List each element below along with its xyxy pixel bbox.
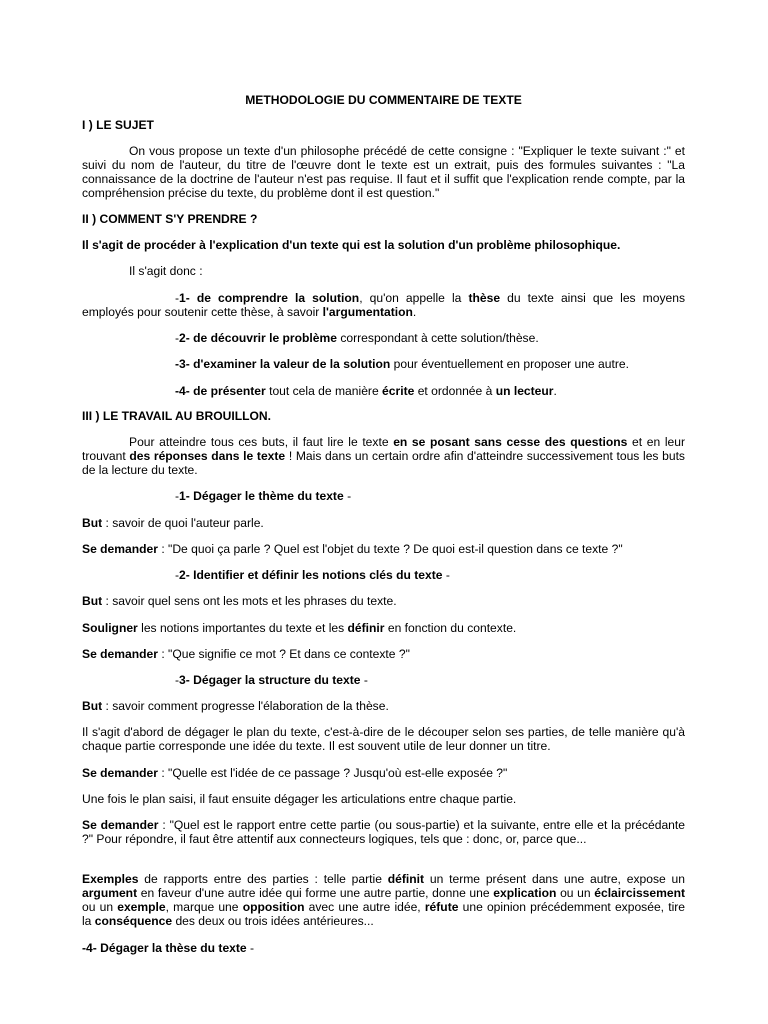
- se-demander-1: Se demander : "De quoi ça parle ? Quel est l'objet du texte ? De quoi est-il question dans ce texte ?": [82, 542, 623, 556]
- paragraph-donc: Il s'agit donc :: [129, 264, 203, 278]
- paragraph-lead: Il s'agit de procéder à l'explication d'un texte qui est la solution d'un problème philosophique.: [82, 238, 621, 252]
- list-item-4: -4- de présenter tout cela de manière écrite et ordonnée à un lecteur.: [175, 384, 557, 398]
- paragraph-exemples: Exemples de rapports entre des parties : telle partie définit un terme présent dans une autre, expose un argument en faveur d'une autre idée qui forme une autre partie, donne une explication ou un éclaircissement ou un exemple, marque une opposition avec une autre idée, réfute une opinion précédemment exposée, tire la conséquence des deux ou trois idées antérieures...: [82, 872, 686, 928]
- section-heading-sujet: I ) LE SUJET: [82, 118, 154, 132]
- list-item-1: -1- de comprendre la solution, qu'on appelle la thèse du texte ainsi que les moyens employés pour soutenir cette thèse, à savoir l'argumentation.: [82, 291, 686, 319]
- paragraph-sujet: On vous propose un texte d'un philosophe précédé de cette consigne : "Expliquer le texte suivant :" et suivi du nom de l'auteur, du titre de l'œuvre dont le texte est un extrait, puis des formules suivantes : "La connaissance de la doctrine de l'auteur n'est pas requise. Il faut et il suffit que l'explication rende compte, par la compréhension précise du texte, du problème dont il est question.": [82, 144, 685, 200]
- document-title: METHODOLOGIE DU COMMENTAIRE DE TEXTE: [245, 93, 522, 107]
- paragraph-une-fois: Une fois le plan saisi, il faut ensuite dégager les articulations entre chaque partie.: [82, 792, 517, 806]
- se-demander-2: Se demander : "Que signifie ce mot ? Et dans ce contexte ?": [82, 647, 410, 661]
- souligner: Souligner les notions importantes du texte et les définir en fonction du contexte.: [82, 621, 517, 635]
- step-heading-1: -1- Dégager le thème du texte -: [175, 489, 352, 503]
- se-demander-4: Se demander : "Quel est le rapport entre cette partie (ou sous-partie) et la suivante, entre elle et la précédante ?" Pour répondre, il faut être attentif aux connecteurs logiques, tels que : donc, or, parce que...: [82, 818, 685, 846]
- list-item-2: -2- de découvrir le problème correspondant à cette solution/thèse.: [175, 331, 539, 345]
- paragraph-intro: Pour atteindre tous ces buts, il faut lire le texte en se posant sans cesse des questions et en leur trouvant des réponses dans le texte ! Mais dans un certain ordre afin d'atteindre successivement tous les buts de la lecture du texte.: [82, 435, 685, 477]
- se-demander-3: Se demander : "Quelle est l'idée de ce passage ? Jusqu'où est-elle exposée ?": [82, 766, 508, 780]
- section-heading-brouillon: III ) LE TRAVAIL AU BROUILLON.: [82, 409, 272, 423]
- step-heading-3: -3- Dégager la structure du texte -: [175, 673, 368, 687]
- but-1: But : savoir de quoi l'auteur parle.: [82, 516, 264, 530]
- step-heading-2: -2- Identifier et définir les notions clés du texte -: [175, 568, 450, 582]
- but-3: But : savoir comment progresse l'élaboration de la thèse.: [82, 699, 389, 713]
- paragraph-plan: Il s'agit d'abord de dégager le plan du texte, c'est-à-dire de le découper selon ses parties, de telle manière qu'à chaque partie corresponde une idée du texte. Il est souvent utile de leur donner un titre.: [82, 725, 685, 753]
- but-2: But : savoir quel sens ont les mots et les phrases du texte.: [82, 594, 397, 608]
- list-item-3: -3- d'examiner la valeur de la solution pour éventuellement en proposer une autre.: [175, 357, 629, 371]
- section-heading-comment: II ) COMMENT S'Y PRENDRE ?: [82, 212, 258, 226]
- step-heading-4: -4- Dégager la thèse du texte -: [82, 941, 255, 955]
